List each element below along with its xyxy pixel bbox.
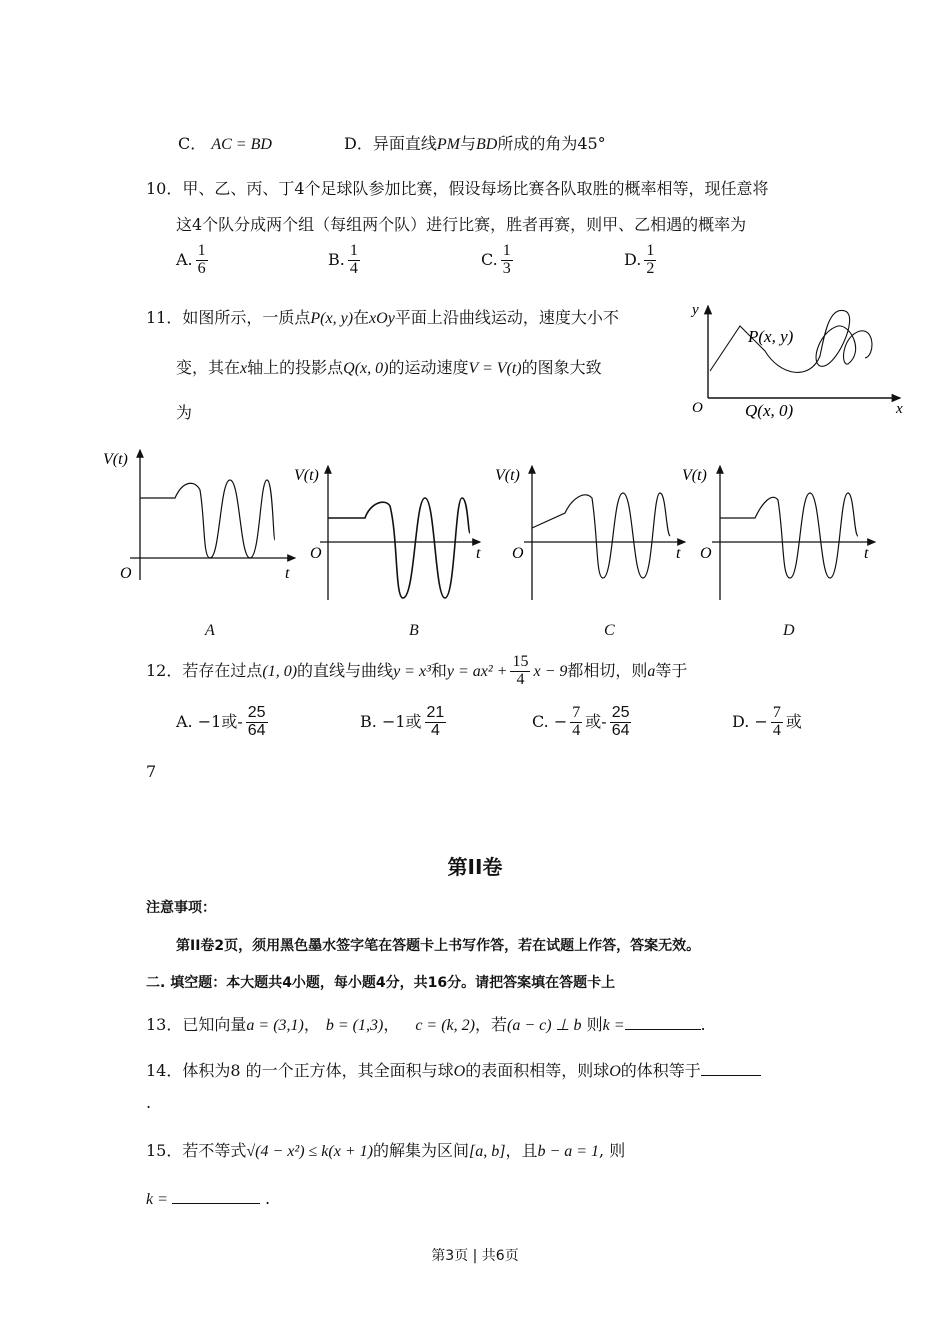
- graph-a-origin: O: [120, 565, 132, 582]
- q12-option-d-tail: 7: [146, 762, 157, 781]
- q11-line2: 变，其在x轴上的投影点Q(x, 0)的运动速度V = V(t)的图象大致: [176, 358, 602, 377]
- graph-a: [95, 440, 300, 590]
- page-footer: 第3页 | 共6页: [431, 1248, 519, 1264]
- graph-d-origin: O: [700, 545, 712, 562]
- graph-c-letter: C: [604, 622, 615, 639]
- graph-b-curve: [328, 498, 470, 598]
- q9-option-c: C． AC = BD: [178, 134, 272, 153]
- graph-a-curve: [140, 480, 275, 558]
- q12-option-b: B. −1或 $\frac{21}{4}$: [360, 704, 445, 739]
- part2-title: 第II卷: [447, 855, 503, 879]
- notice-title: 注意事项：: [146, 900, 216, 916]
- q13: 13．已知向量a = (3,1)， b = (1,3)， c = (k, 2)，若(a − c) ⊥ b 则k = .: [146, 1015, 706, 1034]
- q10-option-d: D. $\frac{1}{2}$: [624, 242, 655, 277]
- q10-option-c: C. $\frac{1}{3}$: [481, 242, 511, 277]
- graph-d-t-label: t: [864, 545, 869, 562]
- q12-stem: 12．若存在过点(1, 0)的直线与曲线y = x³和y = ax² + $\frac{15}{4}$ x − 9都相切，则a等于: [146, 653, 688, 688]
- notice-body: 第II卷2页，须用黑色墨水签字笔在答题卡上书写作答，若在试题上作答，答案无效。: [176, 938, 701, 954]
- graph-c-t-label: t: [676, 545, 681, 562]
- q15-answer-blank[interactable]: [172, 1187, 260, 1204]
- q12-option-d: D. − $\frac{7}{4}$ 或: [732, 704, 802, 739]
- q12-option-a: A. −1或- $\frac{25}{64}$: [176, 704, 266, 739]
- graph-b: [290, 458, 490, 603]
- q10-line1: 10．甲、乙、丙、丁4个足球队参加比赛，假设每场比赛各队取胜的概率相等，现任意将: [146, 179, 769, 198]
- q14: 14．体积为8 的一个正方体，其全面积与球O的表面积相等，则球O的体积等于: [146, 1058, 761, 1081]
- graph-a-letter: A: [205, 622, 215, 639]
- graph-b-vt-label: V(t): [294, 467, 319, 484]
- y-label: y: [692, 302, 699, 318]
- graph-c-origin: O: [512, 545, 524, 562]
- q11-trajectory-figure: [670, 296, 910, 426]
- section-heading: 二. 填空题：本大题共4小题，每小题4分，共16分。请把答案填在答题卡上: [146, 975, 616, 991]
- graph-d: [680, 458, 880, 603]
- graph-b-t-label: t: [476, 545, 481, 562]
- graph-a-vt-label: V(t): [103, 451, 128, 468]
- graph-b-origin: O: [310, 545, 322, 562]
- q12-option-c: C. − $\frac{7}{4}$ 或- $\frac{25}{64}$: [532, 704, 630, 739]
- p-label: P(x, y): [748, 327, 794, 346]
- q10-option-b: B. $\frac{1}{4}$: [328, 242, 358, 277]
- q13-answer-blank[interactable]: [625, 1013, 701, 1030]
- origin-label: O: [692, 400, 703, 416]
- q11-line3: 为: [176, 403, 193, 422]
- x-label: x: [896, 401, 903, 417]
- q10-option-a: A. $\frac{1}{6}$: [176, 242, 206, 277]
- q10-line2: 这4个队分成两个组（每组两个队）进行比赛，胜者再赛，则甲、乙相遇的概率为: [176, 215, 747, 234]
- graph-c-curve: [532, 493, 670, 578]
- q15: 15．若不等式√(4 − x²) ≤ k(x + 1)的解集为区间[a, b]，且b − a = 1, 则: [146, 1141, 626, 1160]
- q9-option-d: D．异面直线PM与BD所成的角为45°: [344, 134, 606, 153]
- graph-a-t-label: t: [285, 565, 290, 582]
- graph-c-vt-label: V(t): [495, 467, 520, 484]
- q15-answer-line: k = .: [146, 1189, 271, 1208]
- q-label: Q(x, 0): [745, 401, 794, 420]
- graph-d-letter: D: [783, 622, 795, 639]
- q11-line1: 11．如图所示，一质点P(x, y)在xOy平面上沿曲线运动，速度大小不: [146, 308, 619, 327]
- q14-dot: .: [146, 1093, 152, 1112]
- q14-answer-blank[interactable]: [701, 1059, 761, 1076]
- graph-c: [490, 458, 690, 603]
- graph-d-curve: [720, 493, 858, 578]
- graph-d-vt-label: V(t): [682, 467, 707, 484]
- graph-b-letter: B: [409, 622, 419, 639]
